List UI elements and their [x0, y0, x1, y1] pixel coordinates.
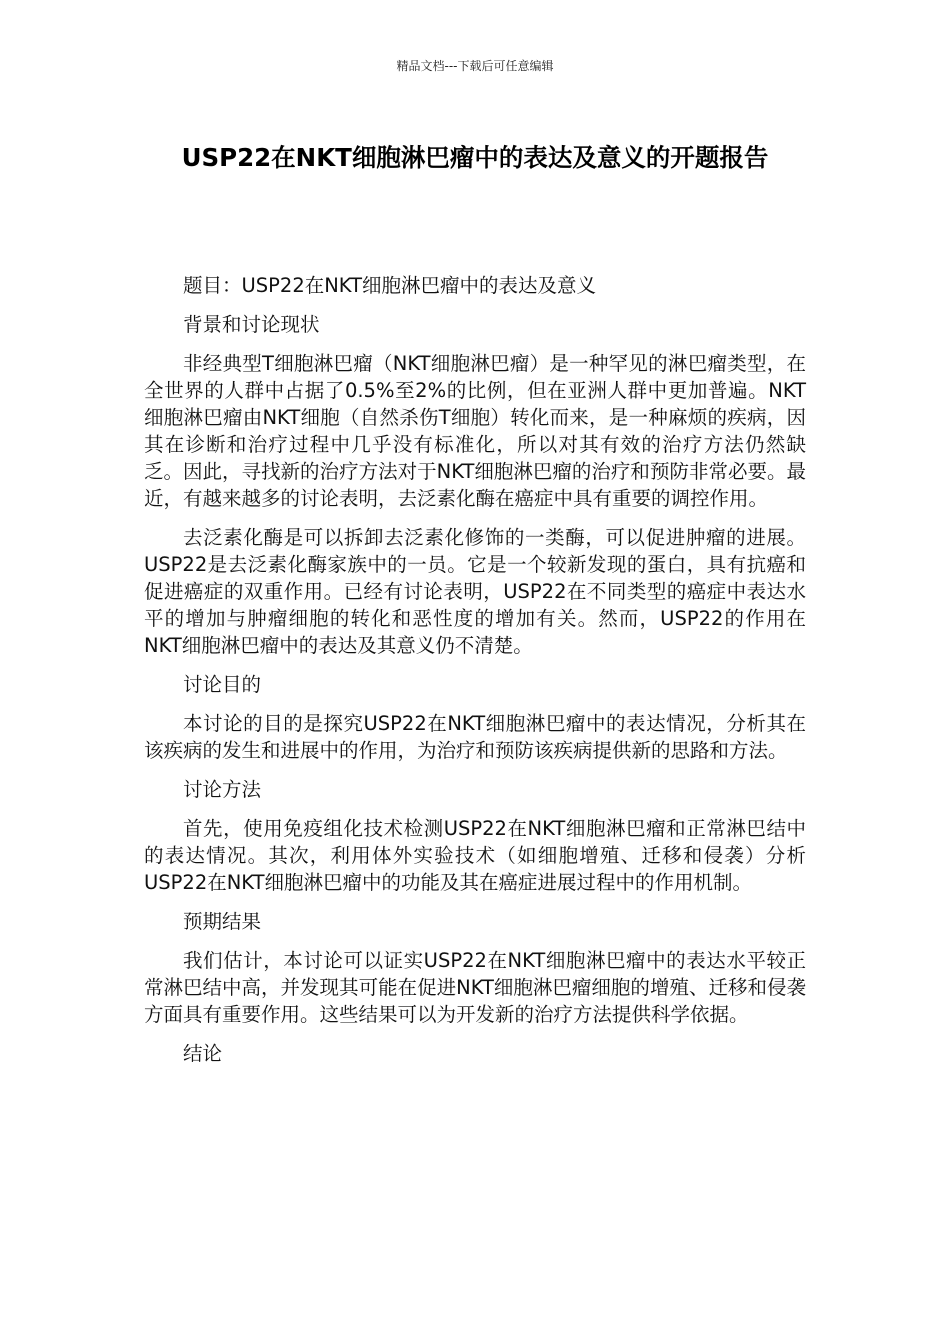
section-heading-conclusion: 结论 — [183, 1042, 223, 1065]
page-header: 精品文档---下载后可任意编辑 — [396, 59, 554, 73]
purpose-paragraph: 本讨论的目的是探究USP22在NKT细胞淋巴瘤中的表达情况，分析其在该疾病的发生和进展中的作用，为治疗和预防该疾病提供新的思路和方法。 — [144, 712, 806, 762]
topic-line: 题目：USP22在NKT细胞淋巴瘤中的表达及意义 — [183, 274, 596, 297]
document-title: USP22在NKT细胞淋巴瘤中的表达及意义的开题报告 — [181, 143, 769, 172]
expected-results-paragraph: 我们估计，本讨论可以证实USP22在NKT细胞淋巴瘤中的表达水平较正常淋巴结中高，并发现其可能在促进NKT细胞淋巴瘤细胞的增殖、迁移和侵袭方面具有重要作用。这些结果可以为开发新的治疗方法提供科学依据。 — [144, 949, 806, 1026]
section-heading-background: 背景和讨论现状 — [183, 313, 320, 336]
section-heading-expected-results: 预期结果 — [183, 910, 262, 933]
section-heading-purpose: 讨论目的 — [183, 673, 262, 696]
section-heading-methods: 讨论方法 — [183, 778, 262, 801]
document-body — [144, 272, 806, 1079]
background-paragraph-1: 非经典型T细胞淋巴瘤（NKT细胞淋巴瘤）是一种罕见的淋巴瘤类型，在全世界的人群中占据了0.5%至2%的比例，但在亚洲人群中更加普遍。NKT细胞淋巴瘤由NKT细胞（自然杀伤T细胞）转化而来，是一种麻烦的疾病，因其在诊断和治疗过程中几乎没有标准化，所以对其有效的治疗方法仍然缺乏。因此，寻找新的治疗方法对于NKT细胞淋巴瘤的治疗和预防非常必要。最近，有越来越多的讨论表明，去泛素化酶在癌症中具有重要的调控作用。 — [144, 352, 806, 510]
background-paragraph-2: 去泛素化酶是可以拆卸去泛素化修饰的一类酶，可以促进肿瘤的进展。USP22是去泛素化酶家族中的一员。它是一个较新发现的蛋白，具有抗癌和促进癌症的双重作用。已经有讨论表明，USP22在不同类型的癌症中表达水平的增加与肿瘤细胞的转化和恶性度的增加有关。然而，USP22的作用在NKT细胞淋巴瘤中的表达及其意义仍不清楚。 — [144, 526, 806, 657]
methods-paragraph: 首先，使用免疫组化技术检测USP22在NKT细胞淋巴瘤和正常淋巴结中的表达情况。其次，利用体外实验技术（如细胞增殖、迁移和侵袭）分析USP22在NKT细胞淋巴瘤中的功能及其在癌症进展过程中的作用机制。 — [144, 817, 806, 894]
